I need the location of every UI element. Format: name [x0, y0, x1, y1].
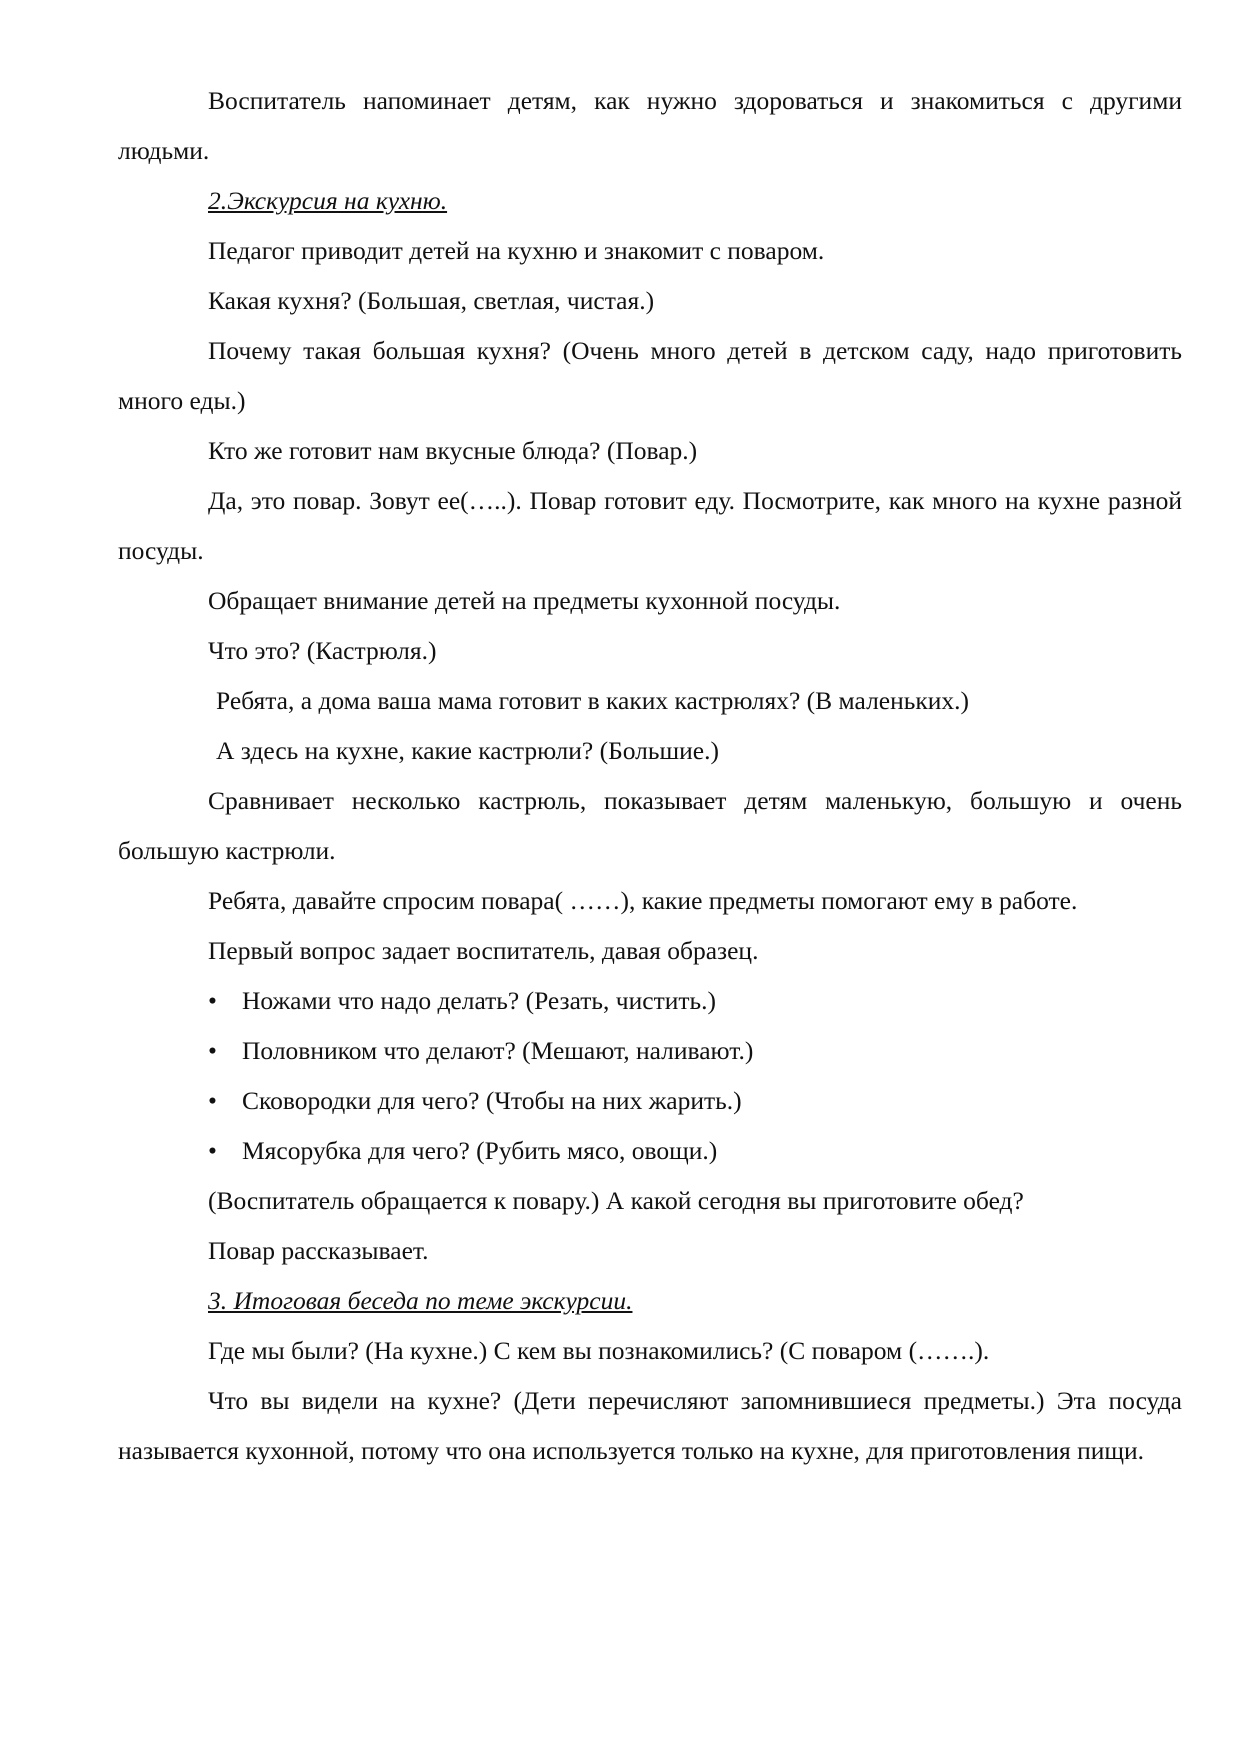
paragraph: Педагог приводит детей на кухню и знакомит с поваром. — [208, 236, 825, 265]
paragraph: Что вы видели на кухне? (Дети перечисляют запомнившиеся предметы.) Эта посуда называется кухонной, потому что она используется только на кухне, для приготовления пищи. — [118, 1386, 1182, 1465]
list-item — [118, 1026, 1182, 1076]
paragraph: Что это? (Кастрюля.) — [208, 636, 437, 665]
list-item — [118, 1126, 1182, 1176]
paragraph: Воспитатель напоминает детям, как нужно здороваться и знакомиться с другими людьми. — [118, 86, 1182, 165]
bullet-marker: • — [208, 1086, 217, 1115]
bullet-marker: • — [208, 986, 217, 1015]
list-item — [118, 976, 1182, 1026]
paragraph: Первый вопрос задает воспитатель, давая образец. — [208, 936, 759, 965]
paragraph: Почему такая большая кухня? (Очень много детей в детском саду, надо приготовить много еды.) — [118, 336, 1182, 415]
list-item-text: Ножами что надо делать? (Резать, чистить.) — [242, 986, 717, 1015]
paragraph: Какая кухня? (Большая, светлая, чистая.) — [208, 286, 655, 315]
list-item-text: Мясорубка для чего? (Рубить мясо, овощи.) — [242, 1136, 718, 1165]
list-item — [118, 1076, 1182, 1126]
paragraph: Где мы были? (На кухне.) С кем вы познакомились? (С поваром (…….). — [208, 1336, 990, 1365]
paragraph: (Воспитатель обращается к повару.) А какой сегодня вы приготовите обед? — [208, 1186, 1024, 1215]
paragraph: Да, это повар. Зовут ее(…..). Повар готовит еду. Посмотрите, как много на кухне разной посуды. — [118, 486, 1182, 565]
paragraph: Сравнивает несколько кастрюль, показывает детям маленькую, большую и очень большую кастрюли. — [118, 786, 1182, 865]
paragraph: Ребята, а дома ваша мама готовит в каких кастрюлях? (В маленьких.) — [216, 686, 970, 715]
paragraph: Кто же готовит нам вкусные блюда? (Повар.) — [208, 436, 698, 465]
section-heading-summary: 3. Итоговая беседа по теме экскурсии. — [208, 1286, 633, 1315]
paragraph: А здесь на кухне, какие кастрюли? (Большие.) — [216, 736, 719, 765]
bullet-marker: • — [208, 1036, 217, 1065]
list-item-text: Половником что делают? (Мешают, наливают.) — [242, 1036, 754, 1065]
bullet-marker: • — [208, 1136, 217, 1165]
section-heading-excursion: 2.Экскурсия на кухню. — [208, 186, 448, 215]
paragraph: Обращает внимание детей на предметы кухонной посуды. — [208, 586, 841, 615]
list-item-text: Сковородки для чего? (Чтобы на них жарить.) — [242, 1086, 742, 1115]
document-page — [118, 76, 1182, 1476]
paragraph: Ребята, давайте спросим повара( ……), какие предметы помогают ему в работе. — [208, 886, 1078, 915]
paragraph: Повар рассказывает. — [208, 1236, 429, 1265]
